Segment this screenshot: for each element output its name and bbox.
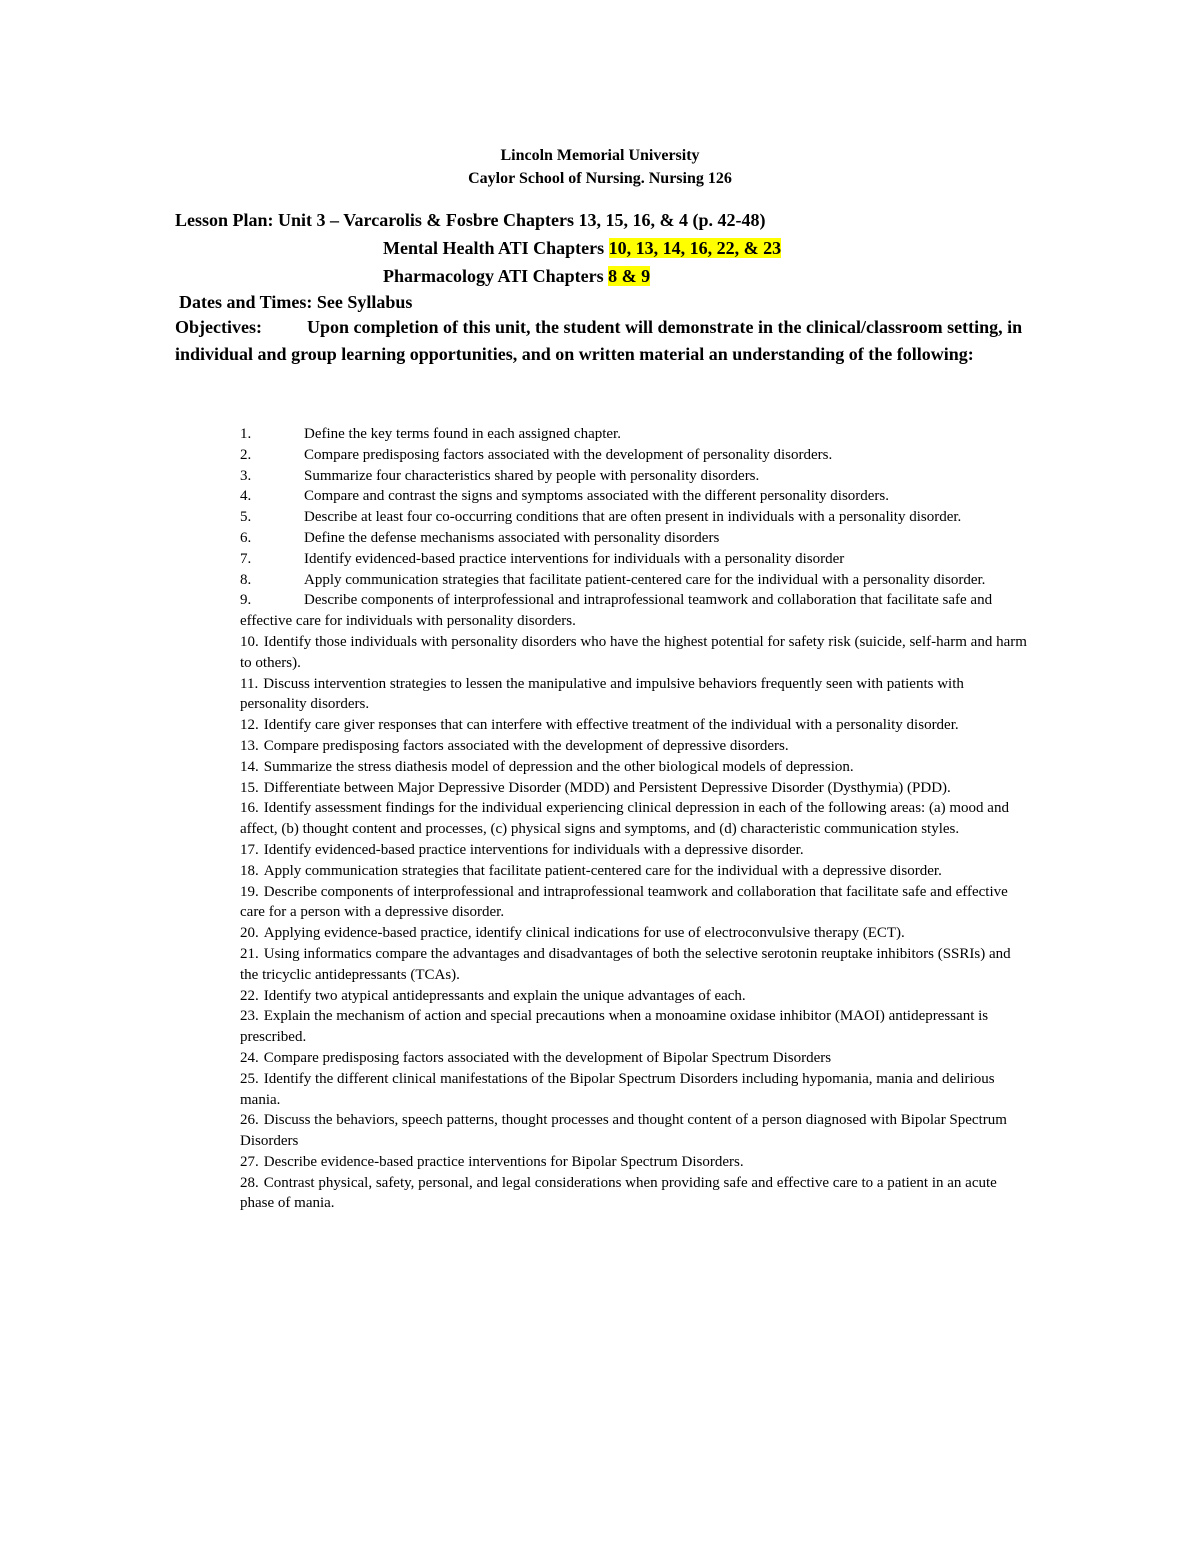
objective-number: 24.	[240, 1049, 259, 1066]
objectives-list	[240, 424, 1030, 1214]
objective-number: 8.	[240, 571, 252, 588]
objective-number: 22.	[240, 987, 259, 1004]
objective-item	[240, 882, 1030, 924]
objective-number: 7.	[240, 550, 252, 567]
objective-item	[240, 1173, 1030, 1215]
objective-text: Compare and contrast the signs and symptoms associated with the different personality disorders.	[304, 488, 890, 505]
objective-number: 27.	[240, 1153, 259, 1170]
school-course-title: Caylor School of Nursing. Nursing 126	[468, 170, 732, 187]
objective-item	[240, 715, 1030, 736]
objective-number: 28.	[240, 1174, 259, 1191]
objective-item	[240, 944, 1030, 986]
objective-number: 17.	[240, 841, 259, 858]
objective-text: Define the key terms found in each assigned chapter.	[304, 426, 621, 442]
mental-health-label: Mental Health ATI Chapters	[383, 238, 609, 258]
objective-item	[240, 1152, 1030, 1173]
objective-item	[240, 798, 1030, 840]
objective-item	[240, 466, 1030, 487]
objective-item	[240, 632, 1030, 674]
objective-number: 2.	[240, 446, 252, 463]
objective-number: 16.	[240, 800, 259, 817]
objective-number: 11.	[240, 675, 259, 692]
objective-item	[240, 486, 1030, 507]
objective-item	[240, 1110, 1030, 1152]
mental-health-chapters-highlight: 10, 13, 14, 16, 22, & 23	[608, 238, 782, 258]
objective-text: Using informatics compare the advantages and disadvantages of both the selective serotonin reuptake inhibitors (SSRIs) and the tricyclic antidepressants (TCAs).	[240, 945, 1011, 983]
objective-text: Identify two atypical antidepressants and explain the unique advantages of each.	[263, 987, 746, 1004]
dates-and-times: Dates and Times: See Syllabus	[179, 292, 413, 312]
objective-number: 23.	[240, 1008, 259, 1025]
objective-number: 6.	[240, 529, 252, 546]
objective-item	[240, 923, 1030, 944]
objective-item	[240, 736, 1030, 757]
objective-text: Identify care giver responses that can interfere with effective treatment of the individual with a personality disorder.	[263, 717, 959, 734]
objective-item	[240, 507, 1030, 528]
objective-item	[240, 986, 1030, 1007]
objective-item	[240, 778, 1030, 799]
objective-number: 12.	[240, 717, 259, 734]
objective-number: 18.	[240, 862, 259, 879]
mental-health-chapters	[383, 235, 781, 261]
pharmacology-chapters	[383, 263, 650, 289]
objective-item	[240, 424, 1030, 445]
objective-number: 26.	[240, 1112, 259, 1129]
objective-number: 3.	[240, 467, 252, 484]
objective-item	[240, 674, 1030, 716]
pharmacology-label: Pharmacology ATI Chapters	[383, 266, 609, 286]
objective-text: Discuss the behaviors, speech patterns, thought processes and thought content of a person diagnosed with Bipolar Spectrum Disorders	[240, 1112, 1007, 1150]
objective-number: 10.	[240, 633, 259, 650]
objective-item	[240, 549, 1030, 570]
objective-number: 9.	[240, 592, 252, 609]
objective-text: Compare predisposing factors associated with the development of Bipolar Spectrum Disorders	[263, 1049, 832, 1066]
pharmacology-chapters-highlight: 8 & 9	[608, 266, 651, 286]
lesson-plan-title: Lesson Plan: Unit 3 – Varcarolis & Fosbre Chapters 13, 15, 16, & 4 (p. 42-48)	[175, 210, 766, 230]
objective-number: 21.	[240, 945, 259, 962]
objective-number: 1.	[240, 426, 252, 442]
objective-text: Identify those individuals with personality disorders who have the highest potential for safety risk (suicide, self-harm and harm to others).	[240, 633, 1027, 671]
objective-item	[240, 1006, 1030, 1048]
objective-text: Compare predisposing factors associated with the development of depressive disorders.	[263, 737, 789, 754]
objective-number: 5.	[240, 509, 252, 526]
objective-number: 14.	[240, 758, 259, 775]
objective-text: Differentiate between Major Depressive Disorder (MDD) and Persistent Depressive Disorder (Dysthymia) (PDD).	[263, 779, 951, 796]
objective-text: Describe at least four co-occurring conditions that are often present in individuals with a personality disorder.	[304, 509, 962, 526]
objective-item	[240, 840, 1030, 861]
objective-number: 20.	[240, 925, 259, 942]
objective-number: 25.	[240, 1070, 259, 1087]
objective-text: Contrast physical, safety, personal, and legal considerations when providing safe and effective care to a patient in an acute phase of mania.	[240, 1174, 997, 1212]
objective-text: Applying evidence-based practice, identify clinical indications for use of electroconvulsive therapy (ECT).	[263, 925, 905, 942]
objective-text: Describe components of interprofessional and intraprofessional teamwork and collaboration that facilitate safe and effective care for individuals with personality disorders.	[240, 592, 993, 630]
objective-text: Compare predisposing factors associated with the development of personality disorders.	[304, 446, 833, 463]
objective-number: 19.	[240, 883, 259, 900]
objective-text: Apply communication strategies that facilitate patient-centered care for the individual with a depressive disorder.	[263, 862, 942, 879]
objectives-label: Objectives:	[175, 317, 262, 337]
objective-text: Identify the different clinical manifestations of the Bipolar Spectrum Disorders including hypomania, mania and delirious mania.	[240, 1070, 995, 1108]
objective-item	[240, 1069, 1030, 1111]
university-title: Lincoln Memorial University	[500, 147, 700, 164]
objective-text: Describe components of interprofessional and intraprofessional teamwork and collaboration that facilitate safe and effective care for a person with a depressive disorder.	[240, 883, 1008, 921]
objective-item	[240, 757, 1030, 778]
objective-text: Identify evidenced-based practice interventions for individuals with a depressive disorder.	[263, 841, 804, 858]
objective-item	[240, 570, 1030, 591]
objective-item	[240, 1048, 1030, 1069]
objective-text: Define the defense mechanisms associated with personality disorders	[304, 529, 720, 546]
objective-item	[240, 590, 1030, 632]
objective-text: Identify evidenced-based practice interventions for individuals with a personality disorder	[304, 550, 845, 567]
objective-number: 13.	[240, 737, 259, 754]
objective-number: 4.	[240, 488, 252, 505]
objective-number: 15.	[240, 779, 259, 796]
objective-text: Explain the mechanism of action and special precautions when a monoamine oxidase inhibitor (MAOI) antidepressant is prescribed.	[240, 1008, 989, 1046]
objective-item	[240, 528, 1030, 549]
objective-item	[240, 445, 1030, 466]
objective-text: Describe evidence-based practice interventions for Bipolar Spectrum Disorders.	[263, 1153, 744, 1170]
objective-text: Discuss intervention strategies to lessen the manipulative and impulsive behaviors frequently seen with patients with personality disorders.	[240, 675, 964, 713]
objective-text: Apply communication strategies that facilitate patient-centered care for the individual with a personality disorder.	[304, 571, 986, 588]
objectives-intro-text: Upon completion of this unit, the student will demonstrate in the clinical/classroom setting, in individual and group learning opportunities, and on written material an understanding of the following:	[175, 317, 1023, 364]
objectives-intro	[175, 314, 1025, 368]
objective-item	[240, 861, 1030, 882]
objective-text: Summarize four characteristics shared by people with personality disorders.	[304, 467, 760, 484]
objective-text: Identify assessment findings for the individual experiencing clinical depression in each of the following areas: (a) mood and affect, (b) thought content and processes, (c) physical signs and symptoms, and (d) characteristic communication styles.	[240, 800, 1009, 838]
objective-text: Summarize the stress diathesis model of depression and the other biological models of depression.	[263, 758, 854, 775]
